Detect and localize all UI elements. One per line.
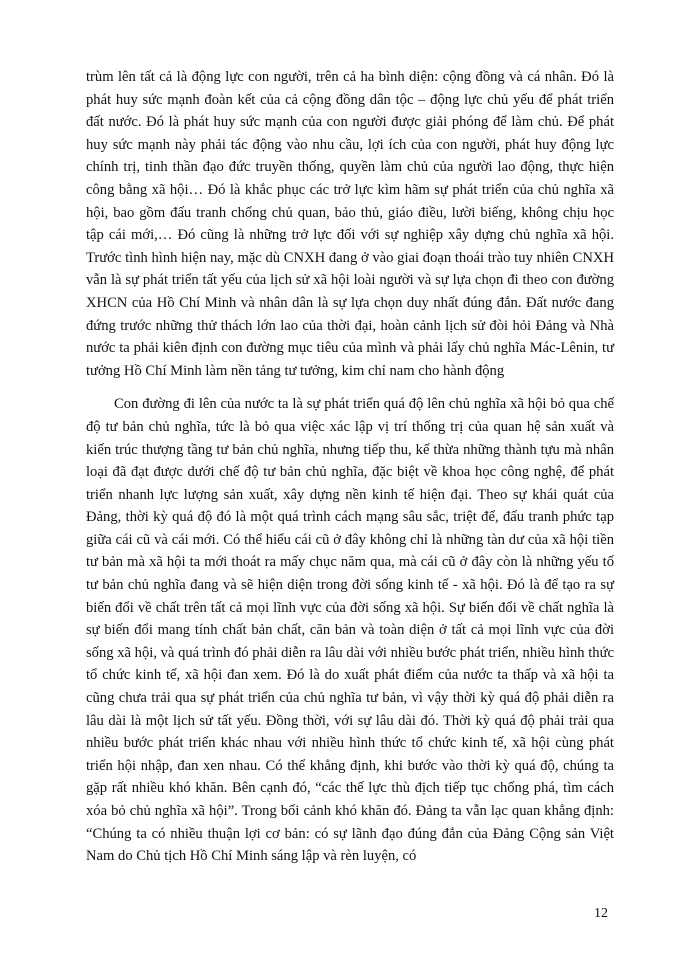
body-text [86,66,614,868]
paragraph-2: Con đường đi lên của nước ta là sự phát triển quá độ lên chủ nghĩa xã hội bỏ qua chế độ tư bản chủ nghĩa, tức là bỏ qua việc xác lập vị trí thống trị của quan hệ sản xuất và kiến trúc thượng tầng tư bản chủ nghĩa, nhưng tiếp thu, kế thừa những thành tựu mà nhân loại đã đạt được dưới chế độ tư bản chủ nghĩa, đặc biệt về khoa học công nghệ, để phát triển nhanh lực lượng sản xuất, xây dựng nền kinh tế hiện đại. Theo sự khái quát của Đảng, thời kỳ quá độ đó là một quá trình cách mạng sâu sắc, triệt để, đấu tranh phức tạp giữa cái cũ và cái mới. Có thể hiểu cái cũ ở đây không chỉ là những tàn dư của xã hội tiền tư bản mà xã hội ta mới thoát ra mấy chục năm qua, mà cái cũ ở đây còn là những yếu tố tư bản chủ nghĩa đang và sẽ hiện diện trong đời sống kinh tế - xã hội. Đó là để tạo ra sự biến đổi về chất trên tất cả mọi lĩnh vực của đời sống xã hội. Sự biến đổi về chất nghĩa là sự biến đổi mang tính chất bản chất, căn bản và toàn diện ở tất cả mọi lĩnh vực của đời sống xã hội, và quá trình đó phải diễn ra lâu dài với nhiều bước phát triển, nhiều hình thức tổ chức kinh tế, xã hội đan xem. Đó là do xuất phát điểm của nước ta thấp và xã hội ta cũng chưa trải qua sự phát triển của chủ nghĩa tư bản, vì vậy thời kỳ quá độ phải diễn ra lâu dài là một lịch sử tất yếu. Đồng thời, với sự lâu dài đó. Thời kỳ quá độ phải trải qua nhiều bước phát triển khác nhau với nhiều hình thức tổ chức kinh tế, xã hội cùng phát triển hội nhập, đan xen nhau. Có thể khẳng định, khi bước vào thời kỳ quá độ, chúng ta gặp rất nhiều khó khăn. Bên cạnh đó, “các thế lực thù địch tiếp tục chống phá, tìm cách xóa bỏ chủ nghĩa xã hội”. Trong bối cảnh khó khăn đó. Đảng ta vẫn lạc quan khẳng định: “Chúng ta có nhiều thuận lợi cơ bản: có sự lãnh đạo đúng đắn của Đảng Cộng sản Việt Nam do Chủ tịch Hồ Chí Minh sáng lập và rèn luyện, có [86,396,614,865]
paragraph-1: trùm lên tất cả là động lực con người, trên cả ha bình diện: cộng đồng và cá nhân. Đó là phát huy sức mạnh đoàn kết của cả cộng đồng dân tộc – động lực chủ yếu để phát triển đất nước. Đó là phát huy sức mạnh của con người được giải phóng để làm chủ. Để phát huy sức mạnh này phải tác động vào nhu cầu, lợi ích của con người, phát huy động lực chính trị, tinh thần đạo đức truyền thống, quyền làm chủ của người lao động, thực hiện công bằng xã hội… Đó là khắc phục các trở lực kìm hãm sự phát triển của chủ nghĩa xã hội, bao gồm đấu tranh chống chủ quan, bảo thủ, giáo điều, lười biếng, không chịu học tập cái mới,… Đó cũng là những trở lực đối với sự nghiệp xây dựng chủ nghĩa xã hội. Trước tình hình hiện nay, mặc dù CNXH đang ở vào giai đoạn thoái trào tuy nhiên CNXH vẫn là sự phát triển tất yếu của lịch sử xã hội loài người và sự lựa chọn đi theo con đường XHCN của Hồ Chí Minh và nhân dân là sự lựa chọn duy nhất đúng đắn. Đất nước đang đứng trước những thử thách lớn lao của thời đại, hoàn cảnh lịch sử đòi hỏi Đảng và Nhà nước ta phải kiên định con đường mục tiêu của mình và phải lấy chủ nghĩa Mác-Lênin, tư tưởng Hồ Chí Minh làm nền tảng tư tưởng, kim chỉ nam cho hành động [86,69,614,379]
page-number: 12 [594,906,608,921]
